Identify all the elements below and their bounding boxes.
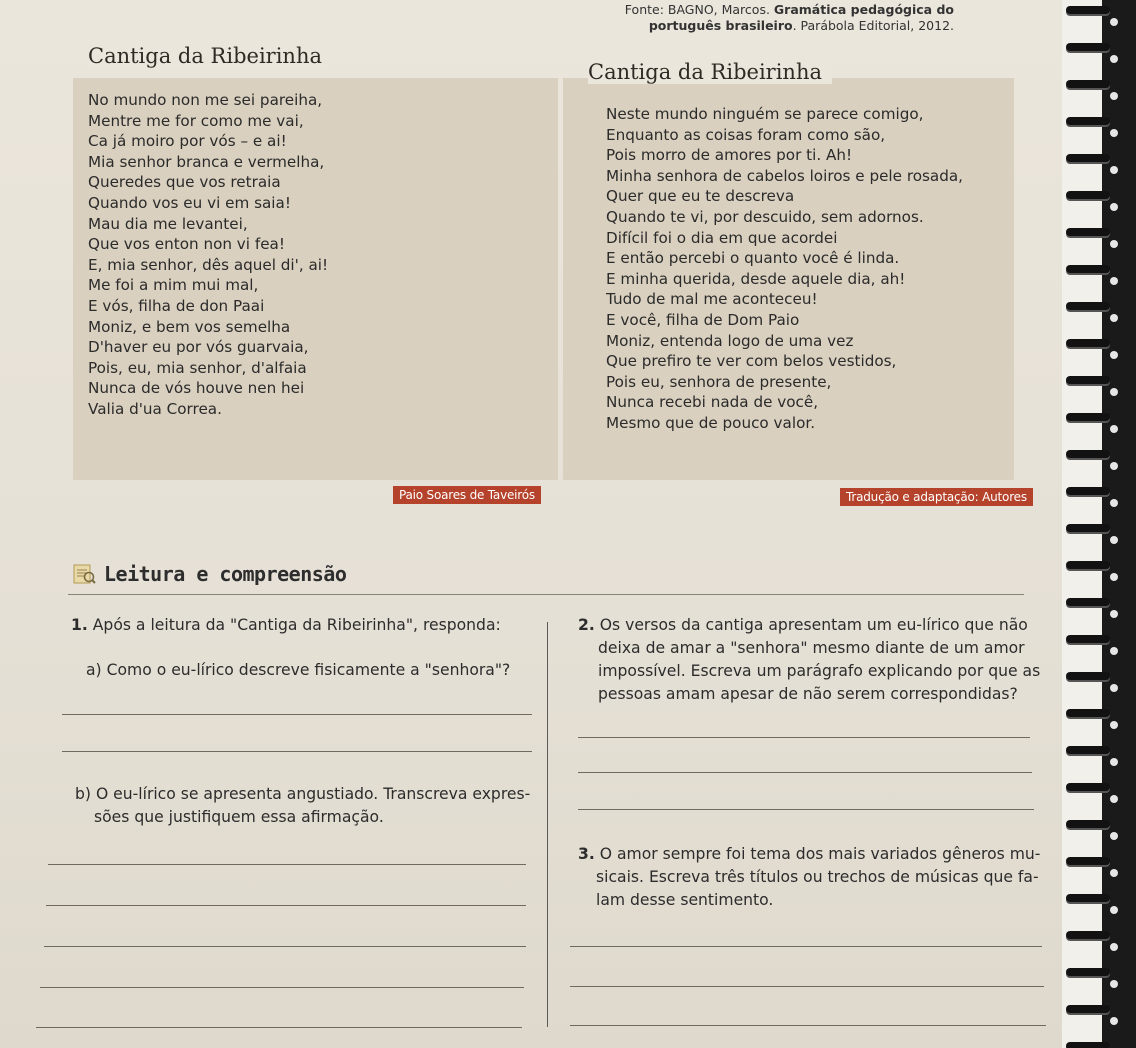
question-1 — [71, 614, 501, 637]
spiral-ring — [1066, 857, 1110, 865]
answer-line[interactable] — [578, 772, 1032, 773]
poem-translation-line: Difícil foi o dia em que acordei — [606, 228, 838, 247]
spiral-ring — [1066, 43, 1110, 51]
spiral-ring — [1066, 228, 1110, 236]
binding-hole — [1110, 573, 1118, 581]
spiral-ring — [1066, 1042, 1110, 1048]
answer-line[interactable] — [48, 864, 526, 865]
question-3-line2: sicais. Escreva três títulos ou trechos de músicas que fa- — [596, 868, 1039, 886]
answer-line[interactable] — [62, 714, 532, 715]
binding-hole — [1110, 684, 1118, 692]
source-suffix: . Parábola Editorial, 2012. — [792, 18, 954, 33]
answer-line[interactable] — [62, 751, 532, 752]
question-1-number: 1. — [71, 616, 88, 634]
question-2-number: 2. — [578, 616, 595, 634]
binding-hole — [1110, 610, 1118, 618]
poem-translation-line: Mesmo que de pouco valor. — [606, 413, 816, 432]
poem-translation-line: Pois morro de amores por ti. Ah! — [606, 146, 853, 165]
spiral-ring — [1066, 376, 1110, 384]
spiral-ring — [1066, 265, 1110, 273]
binding-hole — [1110, 240, 1118, 248]
translation-credit-tag: Tradução e adaptação: Autores — [840, 488, 1033, 506]
spiral-ring — [1066, 783, 1110, 791]
binding-hole — [1110, 1017, 1118, 1025]
poem-original-line: Mentre me for como me vai, — [88, 111, 304, 130]
binding-hole — [1110, 869, 1118, 877]
poem-translation-line: Pois eu, senhora de presente, — [606, 372, 832, 391]
section-header — [72, 562, 346, 586]
poem-original-line: Queredes que vos retraia — [88, 173, 281, 192]
binding-hole — [1110, 980, 1118, 988]
binding-hole — [1110, 203, 1118, 211]
spiral-ring — [1066, 450, 1110, 458]
binding-hole — [1110, 832, 1118, 840]
binding-hole — [1110, 351, 1118, 359]
answer-line[interactable] — [578, 737, 1030, 738]
binding-hole — [1110, 906, 1118, 914]
question-2-line4: pessoas amam apesar de não serem correspondidas? — [598, 685, 1018, 703]
question-3-number: 3. — [578, 845, 595, 863]
binding-hole — [1110, 55, 1118, 63]
binding-hole — [1110, 721, 1118, 729]
binding-hole — [1110, 758, 1118, 766]
binding-hole — [1110, 166, 1118, 174]
poem-original-line: Pois, eu, mia senhor, d'alfaia — [88, 358, 307, 377]
binding-hole — [1110, 314, 1118, 322]
question-1a: a) Como o eu-lírico descreve fisicamente a "senhora"? — [86, 661, 511, 679]
question-3-line1: O amor sempre foi tema dos mais variados gêneros mu- — [599, 845, 1041, 863]
spiral-ring — [1066, 598, 1110, 606]
question-1b-line1: b) O eu-lírico se apresenta angustiado. Transcreva expres- — [75, 785, 531, 803]
poem-original-line: Nunca de vós houve nen hei — [88, 379, 305, 398]
answer-line[interactable] — [570, 986, 1044, 987]
spiral-ring — [1066, 561, 1110, 569]
spiral-ring — [1066, 894, 1110, 902]
answer-line[interactable] — [570, 946, 1042, 947]
answer-line[interactable] — [46, 905, 526, 906]
poem-translation-line: Neste mundo ninguém se parece comigo, — [606, 105, 924, 123]
question-1-text: Após a leitura da "Cantiga da Ribeirinha", responda: — [92, 616, 501, 634]
binding-hole — [1110, 499, 1118, 507]
poem-translation-line: Quer que eu te descreva — [606, 187, 795, 206]
section-divider — [68, 594, 1024, 595]
source-prefix: Fonte: BAGNO, Marcos. — [624, 2, 774, 17]
poem-translation-line: Quando te vi, por descuido, sem adornos. — [606, 207, 924, 226]
poem-original-line: Ca já moiro por vós – e ai! — [88, 132, 287, 151]
poem-original-line: E, mia senhor, dês aquel di', ai! — [88, 255, 329, 274]
spiral-ring — [1066, 413, 1110, 421]
question-3-line3: lam desse sentimento. — [596, 891, 774, 909]
spiral-ring — [1066, 154, 1110, 162]
spiral-ring — [1066, 339, 1110, 347]
question-2 — [578, 614, 1028, 637]
question-3 — [578, 843, 1040, 866]
answer-line[interactable] — [36, 1027, 522, 1028]
source-citation — [625, 2, 954, 34]
spiral-ring — [1066, 1005, 1110, 1013]
spiral-ring — [1066, 672, 1110, 680]
spiral-ring — [1066, 524, 1110, 532]
binding-hole — [1110, 388, 1118, 396]
poem-original-line: Quando vos eu vi em saia! — [88, 193, 291, 212]
spiral-ring — [1066, 302, 1110, 310]
column-divider — [547, 622, 548, 1027]
spiral-ring — [1066, 709, 1110, 717]
poem-original-line: No mundo non me sei pareiha, — [88, 91, 323, 109]
question-2-line3: impossível. Escreva um parágrafo explicando por que as — [598, 662, 1041, 680]
poem-original-line: Moniz, e bem vos semelha — [88, 317, 291, 336]
reading-book-icon — [72, 562, 96, 586]
poem-translation-line: E você, filha de Dom Paio — [606, 310, 800, 329]
binding-hole — [1110, 647, 1118, 655]
binding-hole — [1110, 462, 1118, 470]
poem-translation-line: Tudo de mal me aconteceu! — [606, 290, 818, 309]
spiral-ring — [1066, 931, 1110, 939]
poem-translation-line: Enquanto as coisas foram como são, — [606, 125, 886, 144]
question-1b-line2: sões que justifiquem essa afirmação. — [94, 808, 384, 826]
poem-original-line: Que vos enton non vi fea! — [88, 235, 285, 254]
section-title: Leitura e compreensão — [104, 562, 347, 586]
binding-hole — [1110, 425, 1118, 433]
spiral-ring — [1066, 635, 1110, 643]
binding-hole — [1110, 92, 1118, 100]
binding-hole — [1110, 277, 1118, 285]
poem-original-line: Me foi a mim mui mal, — [88, 276, 259, 295]
binding-hole — [1110, 129, 1118, 137]
answer-line[interactable] — [578, 809, 1034, 810]
answer-line[interactable] — [570, 1025, 1046, 1026]
spiral-ring — [1066, 117, 1110, 125]
question-2-line1: Os versos da cantiga apresentam um eu-lírico que não — [599, 616, 1028, 634]
poem-original-line: Mau dia me levantei, — [88, 214, 248, 233]
spiral-ring — [1066, 968, 1110, 976]
binding-hole — [1110, 943, 1118, 951]
binding-hole — [1110, 795, 1118, 803]
spiral-binding — [1062, 0, 1136, 1048]
question-2-line2: deixa de amar a "senhora" mesmo diante de um amor — [598, 639, 1025, 657]
spiral-ring — [1066, 191, 1110, 199]
spiral-ring — [1066, 487, 1110, 495]
binding-hole — [1110, 18, 1118, 26]
poem-original-line: E vós, filha de don Paai — [88, 296, 265, 315]
poem-original-line: Valia d'ua Correa. — [88, 399, 222, 418]
spiral-ring — [1066, 80, 1110, 88]
spiral-ring — [1066, 820, 1110, 828]
poem-original-title: Cantiga da Ribeirinha — [88, 44, 332, 68]
answer-line[interactable] — [44, 946, 526, 947]
poem-translation-line: E então percebi o quanto você é linda. — [606, 249, 900, 268]
spiral-ring — [1066, 746, 1110, 754]
spiral-ring — [1066, 6, 1110, 14]
binding-hole — [1110, 536, 1118, 544]
poem-translation-lines — [606, 104, 963, 434]
answer-line[interactable] — [40, 987, 524, 988]
poem-translation-line: E minha querida, desde aquele dia, ah! — [606, 269, 906, 288]
poem-translation-line: Minha senhora de cabelos loiros e pele rosada, — [606, 166, 964, 185]
source-title-part1: Gramática pedagógica do — [773, 2, 954, 17]
poem-author-tag: Paio Soares de Taveirós — [393, 486, 541, 504]
poem-translation-line: Que prefiro te ver com belos vestidos, — [606, 352, 897, 371]
poem-original-line: Mia senhor branca e vermelha, — [88, 152, 325, 171]
poem-original-lines — [88, 90, 328, 420]
poem-translation-line: Moniz, entenda logo de uma vez — [606, 331, 854, 350]
poem-translation-line: Nunca recebi nada de você, — [606, 393, 819, 412]
source-title-part2: português brasileiro — [648, 18, 793, 33]
poem-original-line: D'haver eu por vós guarvaia, — [88, 338, 309, 357]
poem-translation-title: Cantiga da Ribeirinha — [588, 60, 832, 84]
